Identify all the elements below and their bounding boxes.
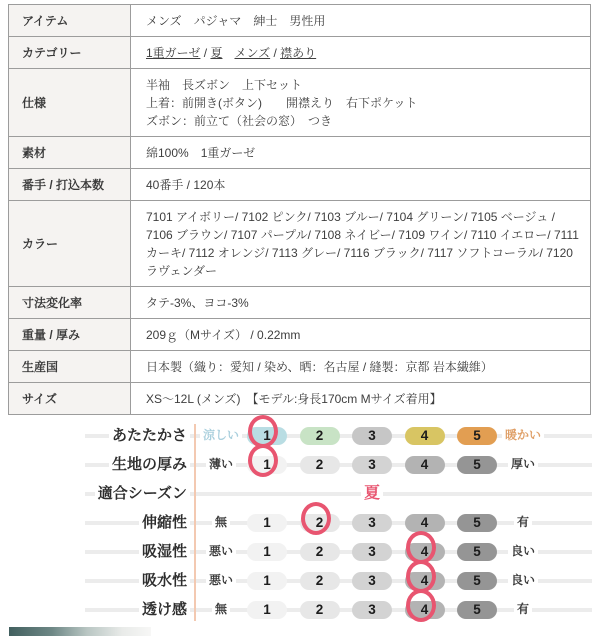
chart-row-label	[0, 450, 190, 479]
chart-row-stretch	[0, 508, 600, 537]
season-value-text: 夏	[361, 485, 383, 502]
category-link-collar[interactable]: 襟あり	[280, 45, 317, 60]
chart-row-label-text: あたたかさ	[109, 427, 190, 444]
scale-left-label	[196, 508, 246, 537]
scale-right-label-text: 良い	[508, 573, 538, 587]
scale-right-label	[499, 508, 547, 537]
scale-pill-number: 4	[420, 572, 429, 588]
chart-row-label-text: 適合シーズン	[95, 485, 190, 502]
table-row	[9, 319, 591, 351]
spec-value-features	[131, 69, 591, 137]
table-row	[9, 169, 591, 201]
spec-label-material: 素材	[9, 137, 131, 169]
scale-left-label	[196, 566, 246, 595]
scale-pill-4	[405, 572, 445, 590]
table-row	[9, 351, 591, 383]
spec-label-weight: 重量 / 厚み	[9, 319, 131, 351]
spec-value-origin: 日本製（織り：愛知 / 染め、晒：名古屋 / 縫製：京都 岩本繊維）	[131, 351, 591, 383]
scale-pill-4	[405, 427, 445, 445]
scale-pill-number: 2	[315, 572, 324, 588]
scale-pill-number: 1	[263, 514, 271, 530]
scale-pill-2	[300, 456, 340, 474]
scale-pill-number: 1	[263, 427, 271, 443]
scale-pill-4	[405, 543, 445, 561]
scale-pill-2	[300, 543, 340, 561]
scale-pill-4	[405, 601, 445, 619]
scale-pill-number: 5	[473, 543, 481, 559]
spec-value-yarn: 40番手 / 120本	[131, 169, 591, 201]
scale-pill-3	[352, 572, 392, 590]
spec-value-color: 7101 アイボリー/ 7102 ピンク/ 7103 ブルー/ 7104 グリーン/ 7105 ベージュ / 7106 ブラウン/ 7107 パープル/ 7108 ネイビー/ 7109 ワイン/ 7110 イエロー/ 7111 カーキ/ 7112 オレンジ/ 7113 グレー/ 7116 ブラック/ 7117 ソフトコーラル/ 7120 ラヴェンダー	[131, 201, 591, 287]
table-row	[9, 69, 591, 137]
scale-pill-number: 3	[368, 514, 376, 530]
category-separator	[222, 46, 234, 60]
category-link-summer[interactable]: 夏	[210, 45, 223, 60]
scale-pill-number: 3	[368, 543, 376, 559]
scale-pill-number: 5	[473, 456, 481, 472]
scale-right-label	[499, 537, 547, 566]
scale-pill-3	[352, 601, 392, 619]
chart-row-label-text: 伸縮性	[139, 514, 190, 531]
rating-chart	[0, 421, 600, 624]
scale-pill-number: 5	[473, 572, 481, 588]
scale-pill-1	[247, 514, 287, 532]
spec-label-size: サイズ	[9, 383, 131, 415]
spec-value-material: 綿100% 1重ガーゼ	[131, 137, 591, 169]
scale-pill-5	[457, 456, 497, 474]
scale-pill-number: 2	[315, 514, 324, 530]
scale-pill-number: 4	[420, 427, 429, 443]
scale-pill-number: 5	[473, 601, 481, 617]
scale-right-label-text: 有	[514, 515, 532, 529]
scale-pill-5	[457, 601, 497, 619]
spec-label-shrinkage: 寸法変化率	[9, 287, 131, 319]
scale-left-label	[196, 537, 246, 566]
spec-label-category: カテゴリー	[9, 37, 131, 69]
chart-row-moisture	[0, 537, 600, 566]
scale-pill-2	[300, 601, 340, 619]
next-photo-fragment	[9, 627, 151, 636]
spec-value-weight: 209ｇ（Mサイズ） / 0.22mm	[131, 319, 591, 351]
scale-pill-3	[352, 543, 392, 561]
scale-pill-number: 3	[368, 427, 376, 443]
scale-pill-number: 2	[315, 601, 324, 617]
scale-pill-5	[457, 514, 497, 532]
category-link-gauze[interactable]: 1重ガーゼ	[146, 45, 201, 60]
category-separator: /	[270, 45, 281, 60]
scale-pill-number: 1	[263, 572, 271, 588]
spec-value-size: XS～12L (メンズ) 【モデル:身長170cm Mサイズ着用】	[131, 383, 591, 415]
scale-pill-1	[247, 543, 287, 561]
scale-pill-number: 3	[368, 456, 376, 472]
scale-pill-number: 4	[420, 514, 429, 530]
chart-row-label	[0, 421, 190, 450]
season-value	[352, 479, 392, 508]
scale-pill-number: 1	[263, 601, 271, 617]
scale-right-label-text: 暖かい	[502, 428, 544, 442]
scale-pill-3	[352, 427, 392, 445]
scale-pill-2	[300, 572, 340, 590]
table-row	[9, 287, 591, 319]
spec-label-color: カラー	[9, 201, 131, 287]
features-line-2: 上着：前開き(ボタン) 開襟えり 右下ポケット	[146, 95, 418, 110]
scale-right-label	[499, 566, 547, 595]
scale-pill-1	[247, 456, 287, 474]
spec-label-origin: 生産国	[9, 351, 131, 383]
scale-pill-3	[352, 456, 392, 474]
category-link-mens[interactable]: メンズ	[234, 45, 271, 60]
scale-pill-number: 2	[315, 543, 324, 559]
scale-pill-number: 2	[315, 427, 324, 443]
scale-right-label-text: 有	[514, 602, 532, 616]
scale-pill-number: 2	[315, 456, 324, 472]
scale-left-label-text: 無	[212, 515, 230, 529]
scale-pill-number: 4	[420, 601, 429, 617]
scale-pill-1	[247, 427, 287, 445]
features-line-1: 半袖 長ズボン 上下セット	[146, 77, 303, 92]
chart-row-warmth	[0, 421, 600, 450]
chart-row-label-text: 吸湿性	[139, 543, 190, 560]
chart-row-label	[0, 537, 190, 566]
scale-pill-1	[247, 572, 287, 590]
scale-left-label	[196, 595, 246, 624]
spec-table	[8, 4, 591, 415]
scale-left-label	[196, 421, 246, 450]
scale-right-label	[499, 450, 547, 479]
scale-pill-1	[247, 601, 287, 619]
table-row	[9, 201, 591, 287]
chart-row-label	[0, 479, 190, 508]
scale-left-label-text: 涼しい	[200, 428, 242, 442]
chart-row-thickness	[0, 450, 600, 479]
chart-row-label-text: 透け感	[139, 601, 190, 618]
chart-row-label	[0, 595, 190, 624]
chart-row-label-text: 吸水性	[139, 572, 190, 589]
scale-pill-number: 5	[473, 427, 481, 443]
features-line-3: ズボン：前立て（社会の窓） つき	[146, 113, 333, 128]
scale-pill-number: 5	[473, 514, 481, 530]
spec-value-category	[131, 37, 591, 69]
scale-pill-5	[457, 427, 497, 445]
scale-pill-number: 3	[368, 601, 376, 617]
scale-left-label-text: 薄い	[206, 457, 236, 471]
scale-right-label	[499, 421, 547, 450]
table-row	[9, 37, 591, 69]
spec-label-item: アイテム	[9, 5, 131, 37]
scale-pill-4	[405, 456, 445, 474]
table-row	[9, 137, 591, 169]
spec-label-features: 仕様	[9, 69, 131, 137]
scale-left-label-text: 無	[212, 602, 230, 616]
chart-row-label-text: 生地の厚み	[109, 456, 190, 473]
scale-pill-2	[300, 514, 340, 532]
scale-left-label	[196, 450, 246, 479]
scale-pill-5	[457, 572, 497, 590]
scale-pill-number: 4	[420, 456, 429, 472]
scale-pill-4	[405, 514, 445, 532]
scale-pill-number: 1	[263, 456, 271, 472]
category-separator: /	[200, 45, 211, 60]
chart-row-label	[0, 508, 190, 537]
scale-pill-number: 4	[420, 543, 429, 559]
scale-pill-number: 1	[263, 543, 271, 559]
table-row	[9, 383, 591, 415]
chart-row-season	[0, 479, 600, 508]
chart-row-absorbency	[0, 566, 600, 595]
scale-pill-3	[352, 514, 392, 532]
scale-pill-5	[457, 543, 497, 561]
spec-label-yarn: 番手 / 打込本数	[9, 169, 131, 201]
scale-right-label-text: 厚い	[508, 457, 538, 471]
scale-pill-number: 3	[368, 572, 376, 588]
scale-left-label-text: 悪い	[206, 544, 236, 558]
spec-value-shrinkage: タテ-3%、ヨコ-3%	[131, 287, 591, 319]
scale-right-label	[499, 595, 547, 624]
scale-right-label-text: 良い	[508, 544, 538, 558]
chart-row-sheerness	[0, 595, 600, 624]
table-row	[9, 5, 591, 37]
scale-pill-2	[300, 427, 340, 445]
chart-row-label	[0, 566, 190, 595]
spec-value-item: メンズ パジャマ 紳士 男性用	[131, 5, 591, 37]
scale-left-label-text: 悪い	[206, 573, 236, 587]
